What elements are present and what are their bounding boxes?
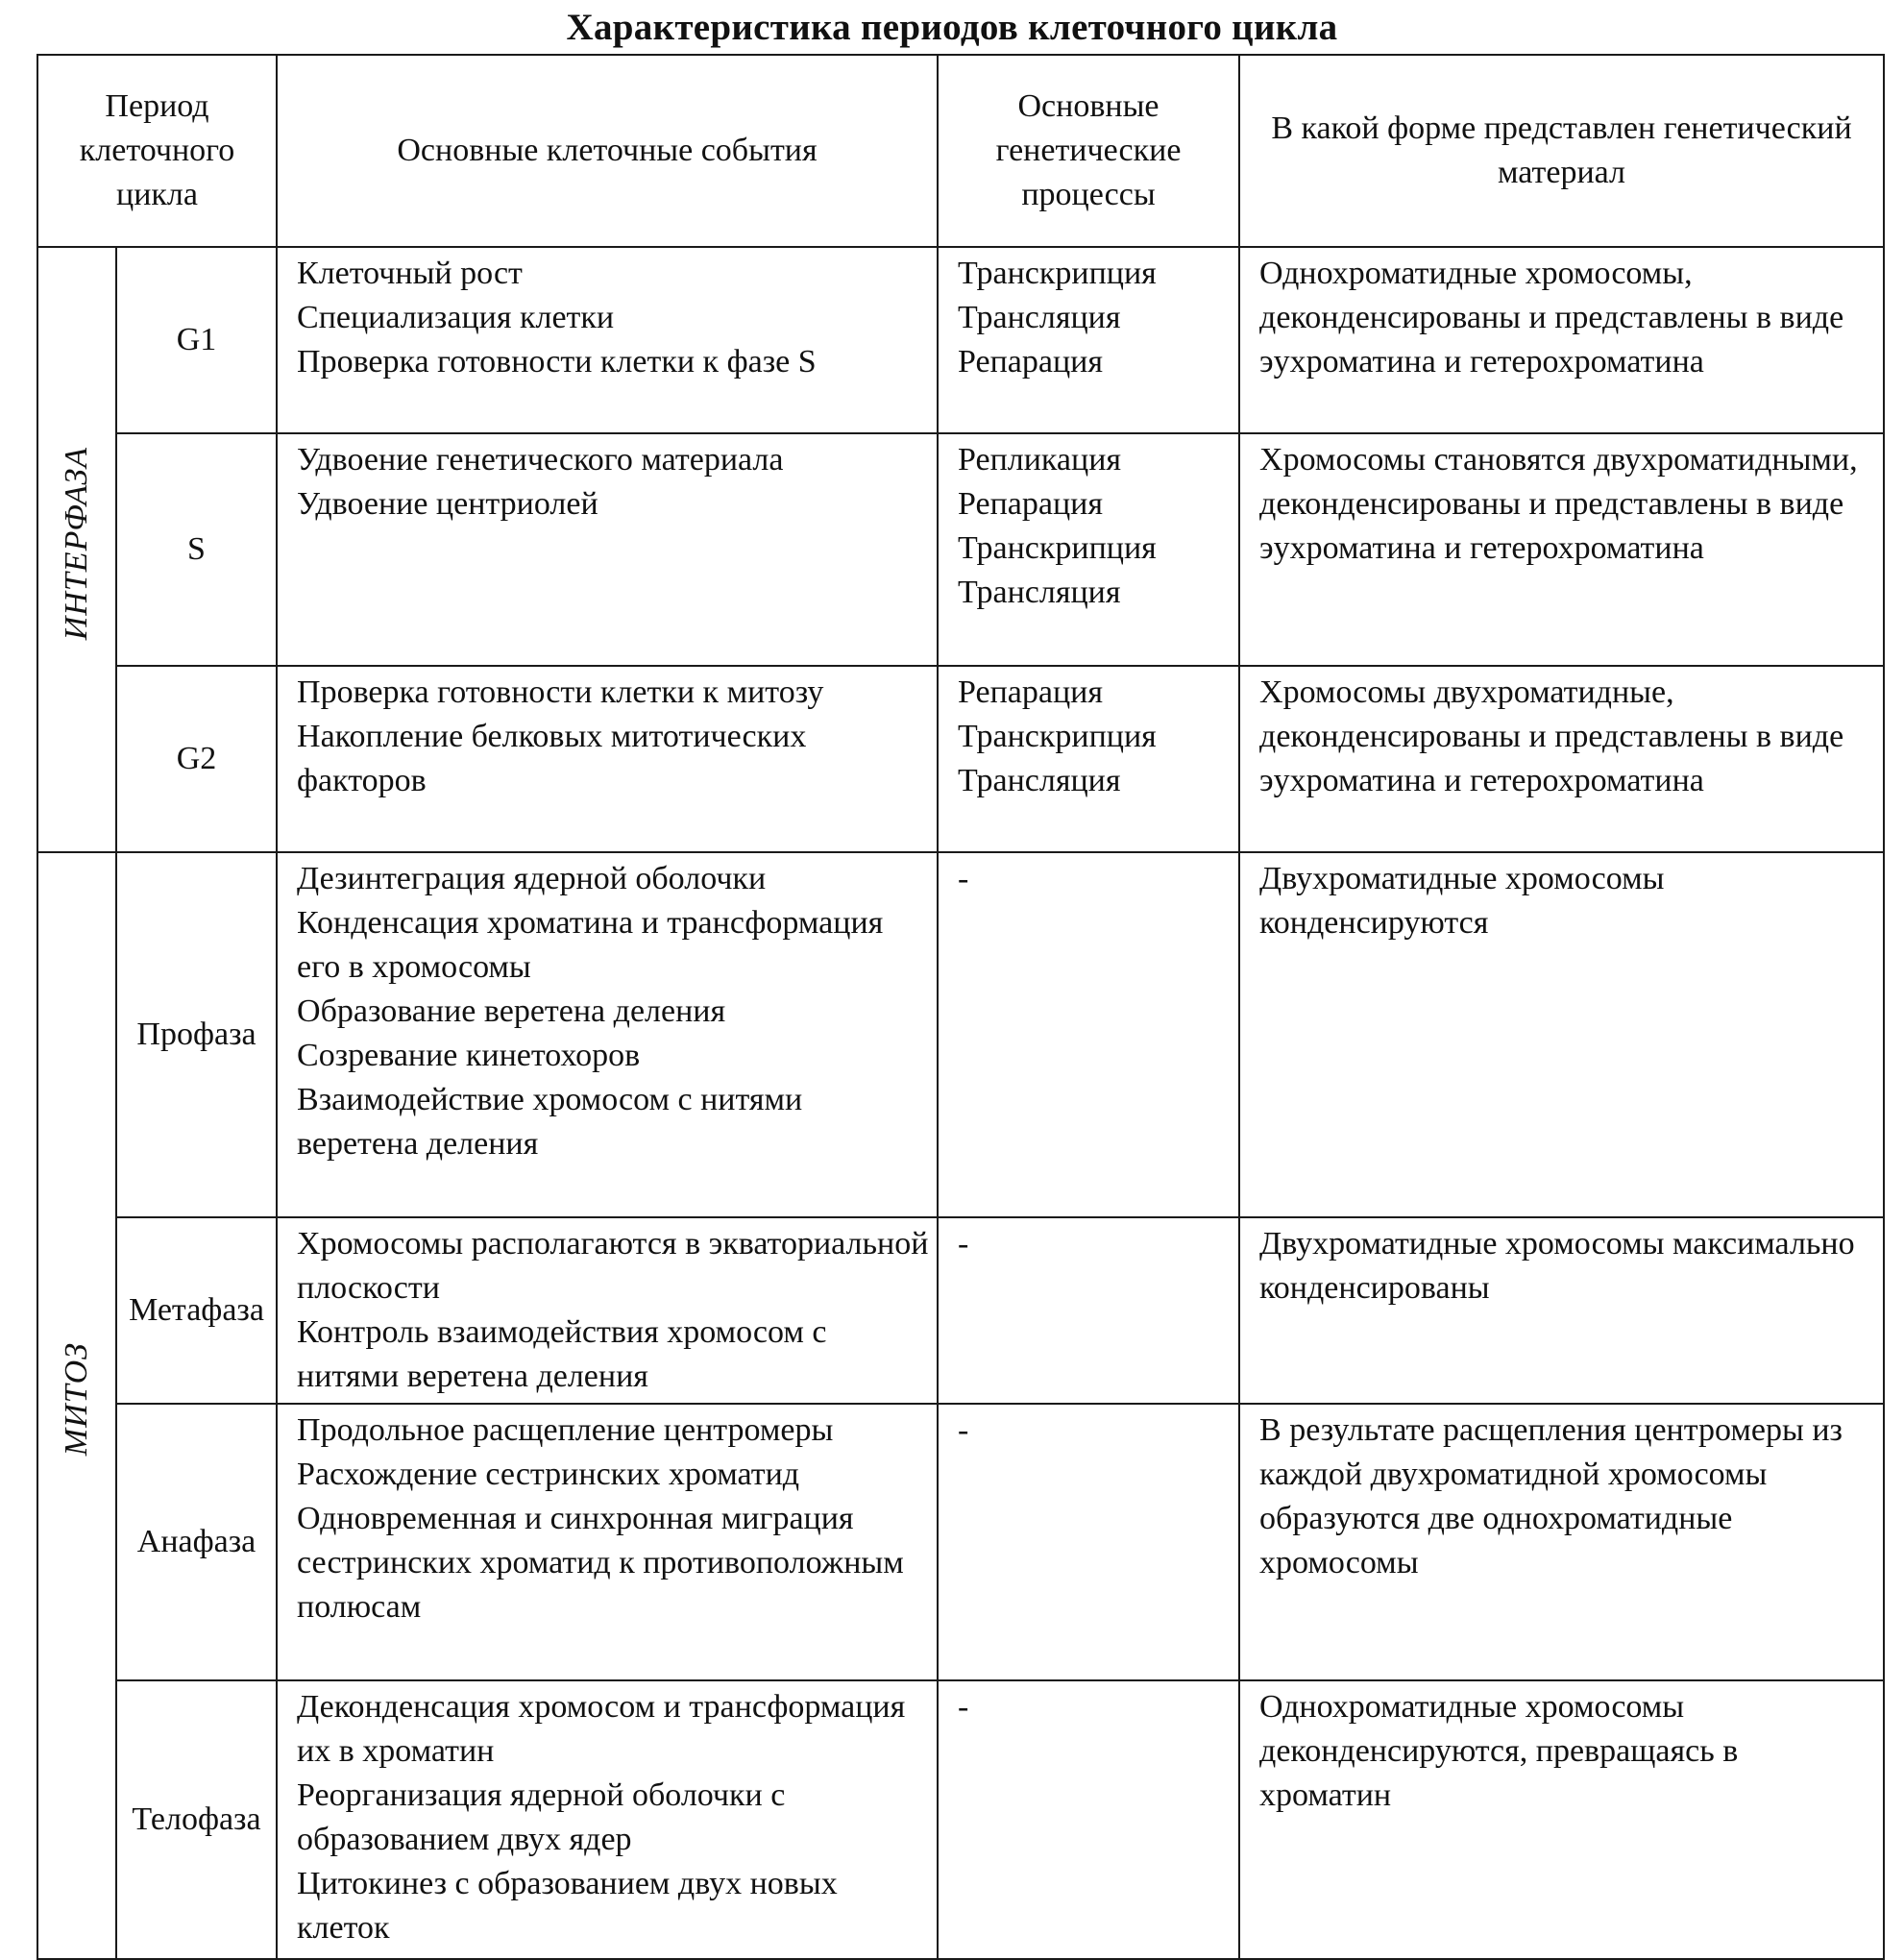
group-mitosis [37, 852, 116, 1959]
process-item: Транскрипция [958, 256, 1157, 291]
event-item: Проверка готовности клетки к фазе S [297, 344, 817, 380]
header-period: Период клеточного цикла [37, 55, 277, 247]
group-label-interphase: ИНТЕРФАЗА [59, 446, 94, 641]
process-item: Трансляция [958, 763, 1121, 798]
processes-cell [938, 433, 1239, 666]
process-item: Репарация [958, 344, 1103, 380]
event-item: Проверка готовности клетки к митозу [297, 674, 824, 710]
events-cell [277, 433, 938, 666]
table-row [37, 247, 1884, 433]
events-cell [277, 1217, 938, 1404]
phase-cell: G1 [116, 247, 277, 433]
phase-cell: Телофаза [116, 1680, 277, 1959]
event-item: Накопление белковых митотических факторов [297, 719, 807, 798]
form-cell: Двухроматидные хромосомы максимально конденсированы [1239, 1217, 1884, 1404]
group-interphase [37, 247, 116, 852]
form-cell: В результате расщепления центромеры из каждой двухроматидной хромосомы образуются две однохроматидные хромосомы [1239, 1404, 1884, 1680]
processes-cell [938, 852, 1239, 1217]
form-cell: Хромосомы становятся двухроматидными, деконденсированы и представлены в виде эухроматина и гетерохроматина [1239, 433, 1884, 666]
events-cell [277, 666, 938, 852]
phase-cell: G2 [116, 666, 277, 852]
form-cell: Хромосомы двухроматидные, деконденсированы и представлены в виде эухроматина и гетерохроматина [1239, 666, 1884, 852]
event-item: Реорганизация ядерной оболочки с образованием двух ядер [297, 1777, 786, 1857]
process-item: Трансляция [958, 575, 1121, 610]
event-item: Деконденсация хромосом и трансформация их в хроматин [297, 1689, 906, 1769]
event-item: Продольное расщепление центромеры [297, 1412, 834, 1448]
event-item: Удвоение генетического материала [297, 442, 784, 478]
event-item: Расхождение сестринских хроматид [297, 1457, 800, 1492]
event-item: Удвоение центриолей [297, 486, 598, 522]
header-events: Основные клеточные события [277, 55, 938, 247]
process-item: Транскрипция [958, 719, 1157, 754]
group-label-mitosis: МИТОЗ [59, 1342, 94, 1457]
events-cell [277, 1404, 938, 1680]
form-cell: Однохроматидные хромосомы деконденсируются, превращаясь в хроматин [1239, 1680, 1884, 1959]
header-row [37, 55, 1884, 247]
process-item: Транскрипция [958, 530, 1157, 566]
table-row [37, 852, 1884, 1217]
event-item: Цитокинез с образованием двух новых клеток [297, 1866, 838, 1946]
event-item: Образование веретена деления [297, 993, 726, 1029]
event-item: Взаимодействие хромосом с нитями веретена деления [297, 1082, 803, 1162]
process-item: Репарация [958, 486, 1103, 522]
cell-cycle-table [37, 54, 1885, 1960]
phase-cell: Метафаза [116, 1217, 277, 1404]
process-item: - [958, 1689, 969, 1725]
process-item: Репликация [958, 442, 1122, 478]
events-cell [277, 247, 938, 433]
form-cell: Двухроматидные хромосомы конденсируются [1239, 852, 1884, 1217]
event-item: Созревание кинетохоров [297, 1038, 641, 1073]
processes-cell [938, 666, 1239, 852]
processes-cell [938, 247, 1239, 433]
process-item: Репарация [958, 674, 1103, 710]
page-title: Характеристика периодов клеточного цикла [566, 7, 1338, 48]
table-row [37, 1404, 1884, 1680]
form-cell: Однохроматидные хромосомы, деконденсированы и представлены в виде эухроматина и гетерохроматина [1239, 247, 1884, 433]
phase-cell: Профаза [116, 852, 277, 1217]
process-item: Трансляция [958, 300, 1121, 335]
processes-cell [938, 1404, 1239, 1680]
process-item: - [958, 1412, 969, 1448]
process-item: - [958, 861, 969, 896]
header-processes: Основные генетические процессы [938, 55, 1239, 247]
process-item: - [958, 1226, 969, 1262]
event-item: Клеточный рост [297, 256, 523, 291]
event-item: Хромосомы располагаются в экваториальной плоскости [297, 1226, 929, 1306]
event-item: Одновременная и синхронная миграция сестринских хроматид к противоположным полюсам [297, 1501, 904, 1625]
event-item: Контроль взаимодействия хромосом с нитями веретена деления [297, 1314, 827, 1394]
table-row [37, 666, 1884, 852]
header-form: В какой форме представлен генетический материал [1239, 55, 1884, 247]
event-item: Специализация клетки [297, 300, 615, 335]
processes-cell [938, 1217, 1239, 1404]
table-row [37, 1217, 1884, 1404]
events-cell [277, 852, 938, 1217]
event-item: Дезинтеграция ядерной оболочки [297, 861, 767, 896]
table-row [37, 433, 1884, 666]
phase-cell: S [116, 433, 277, 666]
event-item: Конденсация хроматина и трансформация его в хромосомы [297, 905, 884, 985]
phase-cell: Анафаза [116, 1404, 277, 1680]
